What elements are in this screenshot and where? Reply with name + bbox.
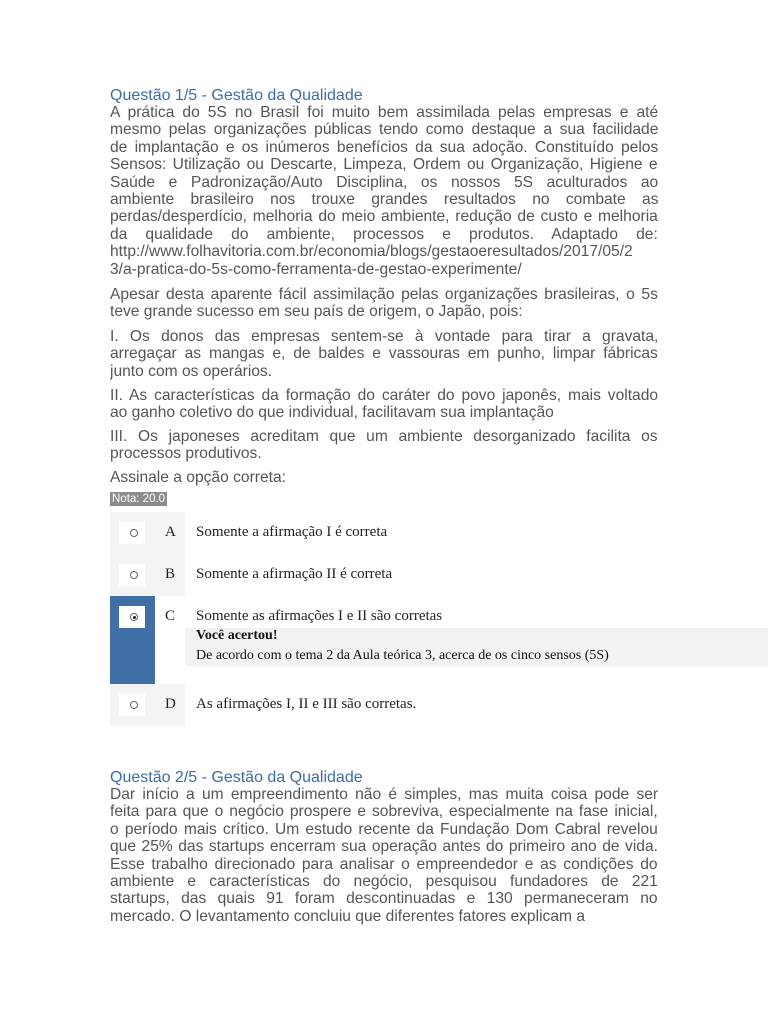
intro-line: da qualidade do ambiente, processos e produtos. Adaptado de:	[110, 225, 658, 243]
radio-button-c[interactable]	[119, 606, 145, 628]
question-1-title: Questão 1/5 - Gestão da Qualidade	[110, 87, 363, 104]
option-a[interactable]	[110, 512, 768, 554]
answer-feedback	[185, 628, 768, 666]
intro-line: Sensos: Utilização ou Descarte, Limpeza, Ordem ou Organização, Higiene e	[110, 156, 658, 174]
prompt-line: Apesar desta aparente fácil assimilação pelas organizações brasileiras, o 5s	[110, 286, 658, 303]
statement-line: processos produtivos.	[110, 445, 262, 463]
intro-line: http://www.folhavitoria.com.br/economia/blogs/gestaoeresultados/2017/05/2	[110, 243, 633, 261]
question-1-prompt	[110, 286, 658, 321]
question-1-intro	[110, 104, 658, 278]
option-c[interactable]	[110, 596, 768, 684]
statement-2	[110, 387, 658, 422]
option-text: Somente as afirmações I e II são corretas	[196, 608, 443, 624]
statement-line: III. Os japoneses acreditam que um ambiente desorganizado facilita os	[110, 428, 658, 445]
feedback-text: De acordo com o tema 2 da Aula teórica 3, acerca de os cinco sensos (5S)	[196, 648, 609, 663]
statement-1	[110, 328, 658, 380]
radio-button-b[interactable]	[119, 564, 145, 586]
instruction	[110, 469, 658, 486]
radio-icon	[130, 701, 138, 709]
intro-line: ambiente brasileiro nos trouxe grandes resultados no combate as	[110, 190, 658, 208]
q2-line: o período mais crítico. Um estudo recente da Fundação Dom Cabral revelou	[110, 820, 658, 838]
q2-line: Esse trabalho direcionado para analisar o empreendedor e as condições do	[110, 855, 658, 873]
option-d[interactable]	[110, 684, 768, 726]
prompt-line: teve grande sucesso em seu país de origem, o Japão, pois:	[110, 303, 523, 321]
score-badge: Nota: 20.0	[112, 493, 166, 505]
option-text: As afirmações I, II e III são corretas.	[196, 696, 417, 712]
statement-line: II. As características da formação do caráter do povo japonês, mais voltado	[110, 387, 658, 404]
q2-line: Dar início a um empreendimento não é simples, mas muita coisa pode ser	[110, 786, 658, 803]
question-2-text	[110, 786, 658, 925]
option-b[interactable]	[110, 554, 768, 596]
statement-line: junto com os operários.	[110, 362, 273, 380]
radio-selected-icon	[130, 613, 138, 621]
question-2-title: Questão 2/5 - Gestão da Qualidade	[110, 769, 363, 786]
radio-icon	[130, 529, 138, 537]
intro-line: perdas/desperdício, melhoria do meio ambiente, redução de custo e melhoria	[110, 208, 658, 226]
answer-options	[110, 512, 768, 726]
q2-line: startups, das quais 91 foram descontinuadas e 130 permaneceram no	[110, 890, 658, 908]
intro-line: Saúde e Padronização/Auto Disciplina, os nossos 5S aculturados ao	[110, 173, 658, 191]
q2-line: mercado. O levantamento concluiu que diferentes fatores explicam a	[110, 907, 586, 925]
statement-line: ao ganho coletivo do que individual, facilitavam sua implantação	[110, 404, 554, 422]
intro-line: de implantação e os inúmeros benefícios da sua adoção. Constituído pelos	[110, 138, 658, 156]
intro-line: 3/a-pratica-do-5s-como-ferramenta-de-gestao-experimente/	[110, 260, 522, 278]
instruction-text: Assinale a opção correta:	[110, 469, 286, 486]
option-text: Somente a afirmação II é correta	[196, 566, 393, 582]
q2-line: que 25% das startups encerram sua operação antes do primeiro ano de vida.	[110, 838, 658, 856]
option-letter: D	[165, 696, 176, 712]
intro-line: A prática do 5S no Brasil foi muito bem assimilada pelas empresas e até	[110, 104, 658, 121]
option-letter: B	[165, 566, 176, 582]
q2-line: ambiente e características do negócio, pesquisou fundadores de 221	[110, 872, 658, 890]
feedback-title: Você acertou!	[196, 628, 278, 643]
option-letter: A	[165, 524, 176, 540]
q2-line: feita para que o negócio prospere e sobreviva, especialmente na fase inicial,	[110, 803, 658, 821]
radio-button-d[interactable]	[119, 694, 145, 716]
radio-icon	[130, 571, 138, 579]
intro-line: mesmo pelas organizações públicas tendo como destaque a sua facilidade	[110, 121, 658, 139]
statement-3	[110, 428, 658, 463]
statement-line: I. Os donos das empresas sentem-se à vontade para tirar a gravata,	[110, 328, 658, 345]
option-text: Somente a afirmação I é correta	[196, 524, 388, 540]
radio-button-a[interactable]	[119, 522, 145, 544]
statement-line: arregaçar as mangas e, de baldes e vassouras em punho, limpar fábricas	[110, 345, 658, 363]
option-letter: C	[165, 608, 176, 624]
